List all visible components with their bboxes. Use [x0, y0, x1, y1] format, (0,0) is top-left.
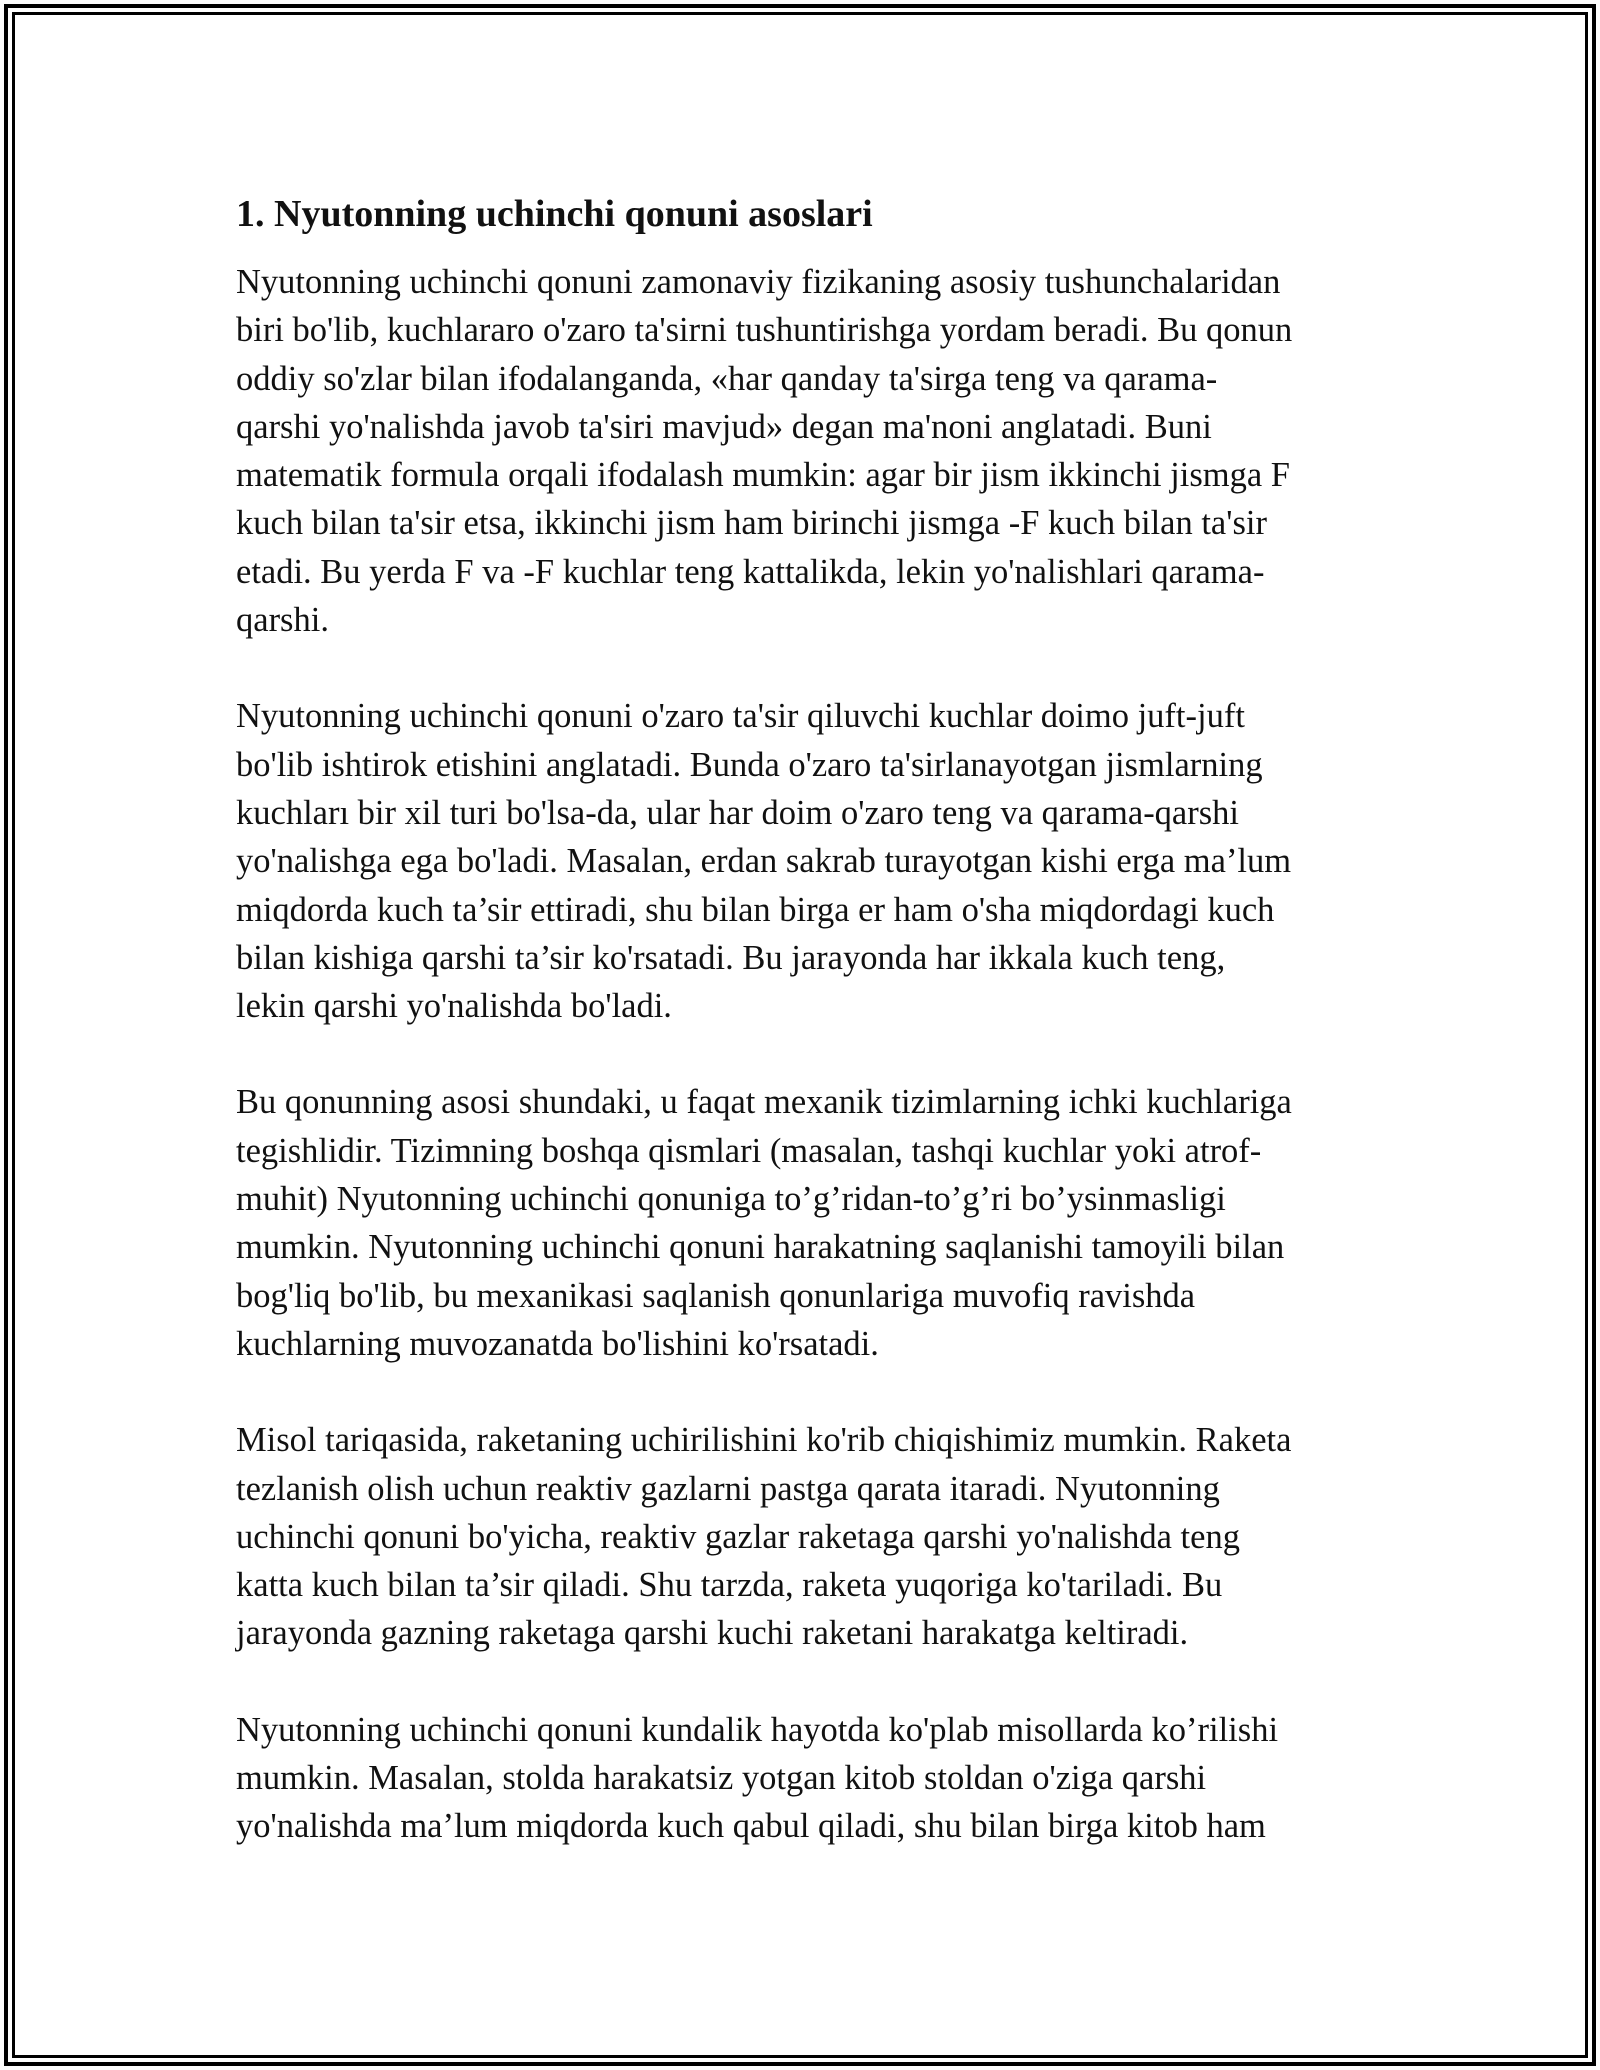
text-line: miqdorda kuch ta’sir ettiradi, shu bilan birga er ham o'sha miqdordagi kuch: [236, 890, 1275, 929]
text-line: kuch bilan ta'sir etsa, ikkinchi jism ham birinchi jismga -F kuch bilan ta'sir: [236, 504, 1267, 543]
text-line: mumkin. Nyutonning uchinchi qonuni harakatning saqlanishi tamoyili bilan: [236, 1228, 1285, 1267]
text-line: bog'liq bo'lib, bu mexanikasi saqlanish qonunlariga muvofiq ravishda: [236, 1276, 1196, 1315]
section-heading: 1. Nyutonning uchinchi qonuni asoslari: [236, 193, 873, 235]
text-line: Nyutonning uchinchi qonuni zamonaviy fizikaning asosiy tushunchalaridan: [236, 263, 1281, 301]
text-line: uchinchi qonuni bo'yicha, reaktiv gazlar raketaga qarshi yo'nalishda teng: [236, 1517, 1240, 1556]
text-line: kuchları bir xil turi bo'lsa-da, ular har doim o'zaro teng va qarama-qarshi: [236, 793, 1239, 832]
text-line: biri bo'lib, kuchlararo o'zaro ta'sirni tushuntirishga yordam beradi. Bu qonun: [236, 311, 1293, 350]
text-line: oddiy so'zlar bilan ifodalanganda, «har qanday ta'sirga teng va qarama-: [236, 359, 1218, 398]
text-line: Bu qonunning asosi shundaki, u faqat mexanik tizimlarning ichki kuchlariga: [236, 1083, 1292, 1122]
text-line: katta kuch bilan ta’sir qiladi. Shu tarzda, raketa yuqoriga ko'tariladi. Bu: [236, 1566, 1223, 1605]
paragraph-3: [236, 1078, 1366, 1368]
text-line: qarshi yo'nalishda javob ta'siri mavjud» degan ma'noni anglatadi. Buni: [236, 407, 1212, 446]
text-line: qarshi.: [236, 601, 329, 640]
text-line: matematik formula orqali ifodalash mumkin: agar bir jism ikkinchi jismga F: [236, 456, 1290, 495]
paragraph-4: [236, 1416, 1366, 1657]
text-line: jarayonda gazning raketaga qarshi kuchi raketani harakatga keltiradi.: [236, 1614, 1189, 1653]
text-line: etadi. Bu yerda F va -F kuchlar teng kattalikda, lekin yo'nalishlari qarama-: [236, 552, 1265, 591]
text-line: kuchlarning muvozanatda bo'lishini ko'rsatadi.: [236, 1324, 879, 1363]
text-line: Nyutonning uchinchi qonuni o'zaro ta'sir qiluvchi kuchlar doimo juft-juft: [236, 697, 1245, 736]
text-line: muhit) Nyutonning uchinchi qonuniga to’g’ridan-to’g’ri bo’ysinmasligi: [236, 1180, 1226, 1219]
text-line: yo'nalishga ega bo'ladi. Masalan, erdan sakrab turayotgan kishi erga ma’lum: [236, 842, 1292, 881]
text-line: tegishlidir. Tizimning boshqa qismlari (masalan, tashqi kuchlar yoki atrof-: [236, 1131, 1262, 1170]
text-line: Nyutonning uchinchi qonuni kundalik hayotda ko'plab misollarda ko’rilishi: [236, 1710, 1279, 1749]
text-line: lekin qarshi yo'nalishda bo'ladi.: [236, 987, 672, 1026]
text-line: bo'lib ishtirok etishini anglatadi. Bunda o'zaro ta'sirlanayotgan jismlarning: [236, 745, 1263, 784]
paragraph-2: [236, 692, 1366, 1030]
text-line: Misol tariqasida, raketaning uchirilishini ko'rib chiqishimiz mumkin. Raketa: [236, 1421, 1292, 1460]
text-line: bilan kishiga qarshi ta’sir ko'rsatadi. Bu jarayonda har ikkala kuch teng,: [236, 938, 1226, 977]
paragraph-5: [236, 1706, 1366, 1851]
text-line: mumkin. Masalan, stolda harakatsiz yotgan kitob stoldan o'ziga qarshi: [236, 1759, 1207, 1798]
paragraph-1: [236, 258, 1366, 644]
document-content: [236, 188, 1366, 1899]
text-line: tezlanish olish uchun reaktiv gazlarni pastga qarata itaradi. Nyutonning: [236, 1469, 1220, 1508]
text-line: yo'nalishda ma’lum miqdorda kuch qabul qiladi, shu bilan birga kitob ham: [236, 1807, 1266, 1846]
